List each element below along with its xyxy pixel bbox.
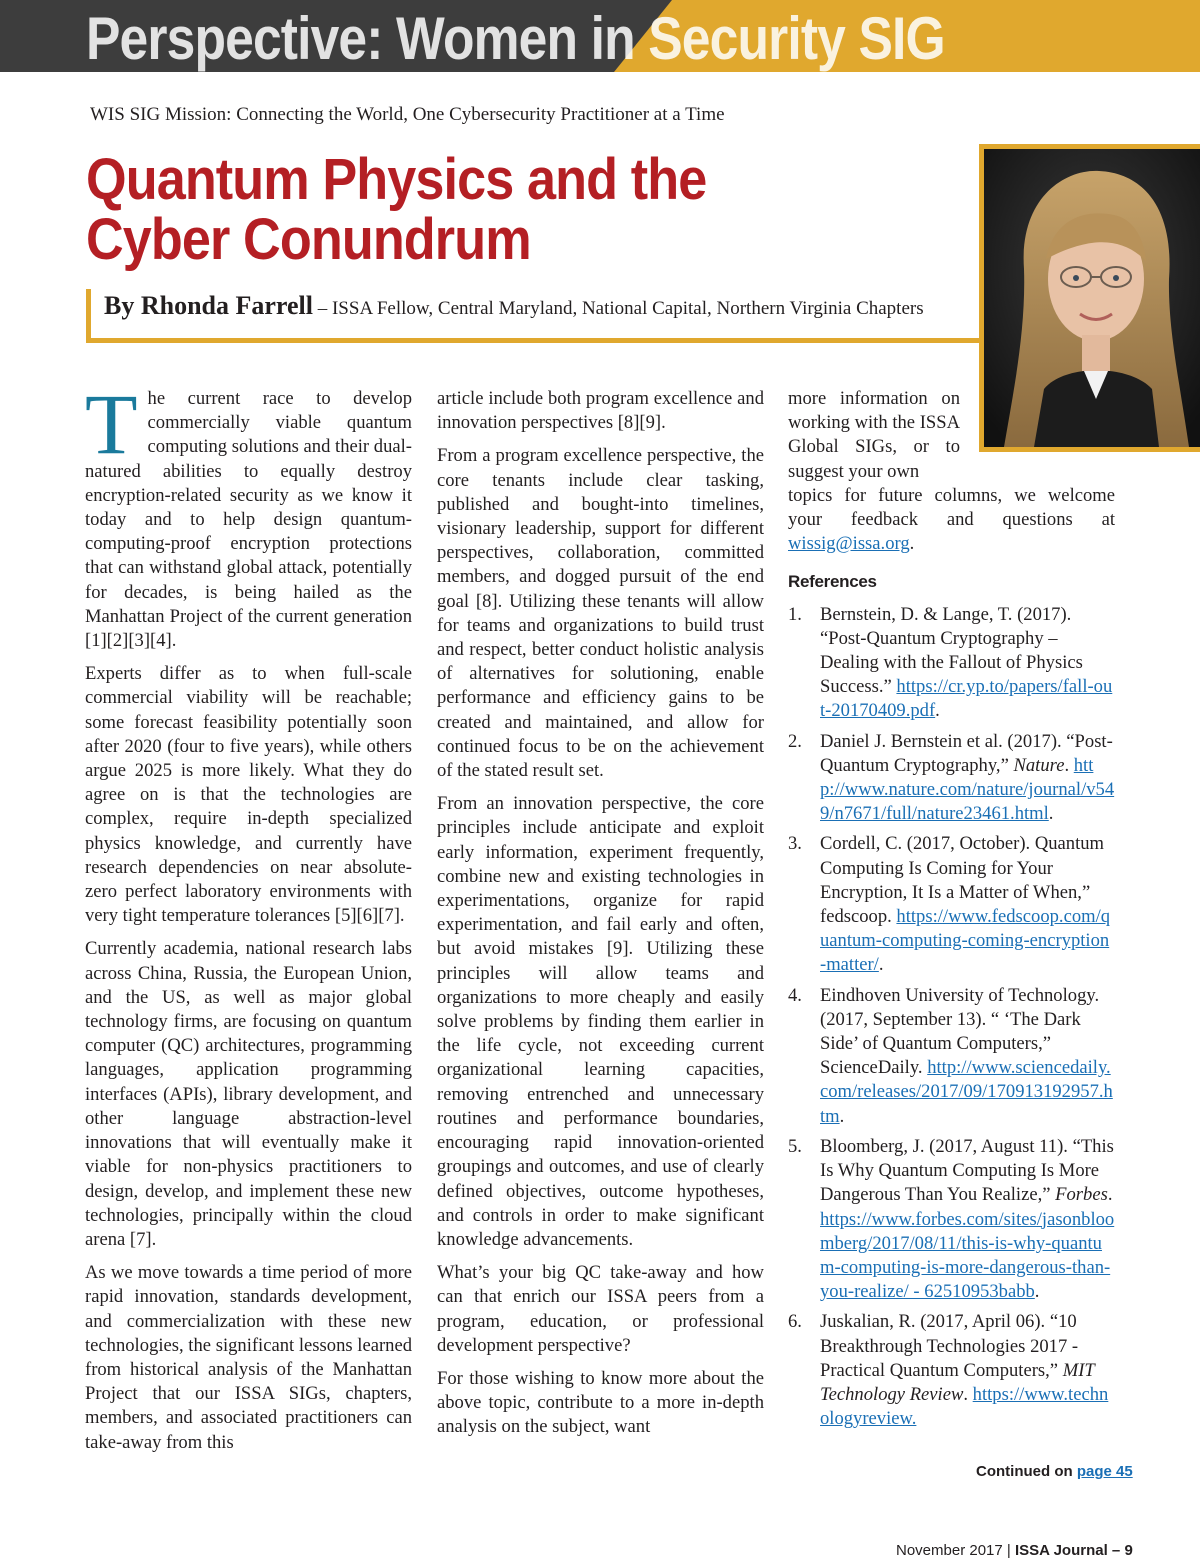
reference-publication: MIT Technology Review	[820, 1359, 1095, 1405]
byline-accent-bar	[86, 289, 91, 343]
reference-publication: Forbes	[1055, 1184, 1108, 1206]
author-name: By Rhonda Farrell	[104, 291, 313, 320]
paragraph-9: For those wishing to know more about the above topic, contribute to a more in-depth analysis on the subject, want	[437, 1367, 764, 1438]
paragraph-7: From an innovation perspective, the core principles include anticipate and exploit early information, experiment frequently, combine new and existing technologies in experimentations, organize for rapid experimentation, and fail early and often, but avoid mistakes [9]. Utilizing these principles will allow teams and organizations to more cheaply and easily solve problems by finding them earlier in the life cycle, not exceeding current organizational learning capacities, removing entrenched and unnecessary routines and performance boundaries, encouraging rapid innovation-oriented groupings and outcomes, and use of clearly defined objectives, outcome hypotheses, and controls in order to make significant knowledge advancements.	[437, 793, 764, 1250]
author-affiliation: – ISSA Fellow, Central Maryland, National Capital, Northern Virginia Chapters	[312, 298, 924, 319]
reference-publication: Nature	[1013, 754, 1065, 776]
closing-paragraph-end: topics for future columns, we welcome your feedback and questions at wissig@issa.org.	[788, 484, 1115, 555]
article-column-1	[85, 376, 412, 1464]
reference-text: Bloomberg, J. (2017, August 11). “This Is Why Quantum Computing Is More Dangerous Than You Realize,”	[820, 1135, 1114, 1206]
byline	[86, 289, 1006, 343]
paragraph-3: Currently academia, national research labs across China, Russia, the European Union, and the US, as well as major global technology firms, are focusing on quantum computer (QC) architectures, programming languages, application programming interfaces (APIs), library development, and other language abstraction-level innovations that will eventually make it viable for non-physics practitioners to design, develop, and implement these new technologies, principally within the cloud arena [7].	[85, 938, 412, 1250]
reference-item: 2. Daniel J. Bernstein et al. (2017). “Post-Quantum Cryptography,” Nature. http://www.nature.com/nature/journal/v549/n7671/full/nature23461.html.	[788, 730, 1115, 825]
reference-item: 3. Cordell, C. (2017, October). Quantum Computing Is Coming for Your Encryption, It Is a Matter of When,” fedscoop. https://www.fedscoop.com/quantum-computing-coming-encryption-matter/.	[788, 833, 1111, 976]
page-footer	[896, 1542, 1133, 1559]
paragraph-8: What’s your big QC take-away and how can that enrich our ISSA peers from a program, education, or professional development perspective?	[437, 1262, 764, 1356]
paragraph-4: As we move towards a time period of more rapid innovation, standards development, and commercialization with these new technologies, the significant lessons learned from historical analysis of the Manhattan Project that our ISSA SIGs, chapters, members, and associated practitioners can take-away from this	[85, 1262, 412, 1453]
paragraph-1: The current race to develop commercially viable quantum computing solutions and their dual-natured abilities to equally destroy encryption-related security as we know it today and to help design quantum-computing-proof encryption protections that can withstand global attack, potentially for decades, is being hailed as the Manhattan Project of the current generation [1][2][3][4].	[85, 376, 412, 652]
article-column-3	[788, 387, 1115, 1437]
reference-text: Daniel J. Bernstein et al. (2017). “Post-Quantum Cryptography,”	[820, 730, 1113, 776]
continued-page-link[interactable]: page 45	[1076, 1463, 1133, 1480]
article-column-2	[437, 387, 764, 1449]
references-heading: References	[788, 572, 877, 592]
footer-journal: ISSA Journal – 9	[1014, 1542, 1133, 1559]
reference-item: 5. Bloomberg, J. (2017, August 11). “This Is Why Quantum Computing Is More Dangerous Than You Realize,” Forbes. https://www.forbes.com/sites/jasonbloomberg/2017/08/11/this-is-why-quantum-computing-is-more-dangerous-than-you-realize/ - 62510953babb.	[788, 1135, 1115, 1303]
paragraph-2: Experts differ as to when full-scale commercial viability will be reachable; some forecast feasibility potentially soon after 2020 (four to five years), while others argue 2025 is more likely. What they do agree on is that the technologies are complex, require in-depth specialized physics knowledge, and currently have research dependencies on near absolute-zero perfect laboratory environments with very tight temperature tolerances [5][6][7].	[85, 663, 412, 927]
reference-link[interactable]: http://www.nature.com/nature/journal/v549/n7671/full/nature23461.html	[820, 754, 1115, 825]
reference-number: 3.	[788, 833, 802, 855]
reference-text: Cordell, C. (2017, October). Quantum Computing Is Coming for Your Encryption, It Is a Matter of When,” fedscoop.	[820, 833, 1105, 928]
references-list	[788, 603, 1115, 1432]
reference-number: 4.	[788, 984, 802, 1006]
header-banner	[0, 0, 1200, 72]
reference-text: Eindhoven University of Technology. (2017, September 13). “ ‘The Dark Side’ of Quantum Computers,” ScienceDaily.	[820, 984, 1100, 1079]
reference-link[interactable]: https://www.fedscoop.com/quantum-computing-coming-encryption-matter/	[820, 906, 1111, 976]
reference-number: 6.	[788, 1311, 802, 1333]
reference-link[interactable]: https://www.technologyreview.	[820, 1383, 1109, 1430]
reference-link[interactable]: https://cr.yp.to/papers/fall-out-20170409.pdf	[820, 676, 1113, 722]
drop-cap: T	[85, 376, 138, 472]
banner-title: Perspective: Women in Security SIG	[86, 5, 945, 72]
footer-date: November 2017 |	[896, 1542, 1015, 1559]
reference-number: 2.	[788, 730, 802, 752]
reference-punctuation: .	[1064, 754, 1074, 776]
reference-item: 1. Bernstein, D. & Lange, T. (2017). “Post-Quantum Cryptography – Dealing with the Fallout of Physics Success.” https://cr.yp.to/papers/fall-out-20170409.pdf.	[788, 603, 1113, 722]
paragraph-6: From a program excellence perspective, the core tenants include clear tasking, published and bought-into timelines, visionary leadership, support for different perspectives, collaboration, committed members, and dogged pursuit of the end goal [8]. Utilizing these tenants will allow for teams and organizations to build trust and respect, better conduct holistic analysis of alternatives for solutioning, enable performance and efficiency gains to be created and maintained, and allow for continued focus to be on the achievement of the stated result set.	[437, 445, 764, 782]
article-headline: Quantum Physics and the Cyber Conundrum	[86, 147, 707, 272]
email-link[interactable]: wissig@issa.org	[788, 533, 910, 555]
reference-punctuation: .	[963, 1383, 973, 1405]
continued-note: Continued on page 45	[976, 1463, 1133, 1480]
reference-text: Bernstein, D. & Lange, T. (2017). “Post-Quantum Cryptography – Dealing with the Fallout of Physics Success.”	[820, 603, 1083, 698]
paragraph-5: article include both program excellence and innovation perspectives [8][9].	[437, 388, 764, 434]
sig-mission: WIS SIG Mission: Connecting the World, One Cybersecurity Practitioner at a Time	[90, 104, 725, 125]
reference-item: 4. Eindhoven University of Technology. (2017, September 13). “ ‘The Dark Side’ of Quantum Computers,” ScienceDaily. http://www.sciencedaily.com/releases/2017/09/170913192957.htm.	[788, 984, 1113, 1127]
reference-number: 5.	[788, 1135, 802, 1157]
reference-number: 1.	[788, 603, 802, 625]
byline-rule	[86, 338, 986, 343]
closing-paragraph-start: more information on working with the ISSA Global SIGs, or to suggest your own	[788, 388, 960, 482]
reference-link[interactable]: http://www.sciencedaily.com/releases/2017/09/170913192957.htm	[820, 1057, 1113, 1127]
reference-item	[788, 1310, 1115, 1431]
reference-text: Juskalian, R. (2017, April 06). “10 Breakthrough Technologies 2017 - Practical Quantum Computers,”	[820, 1311, 1079, 1381]
reference-link[interactable]: https://www.forbes.com/sites/jasonbloomberg/2017/08/11/this-is-why-quantum-computing-is-more-dangerous-than-you-realize/ - 62510953babb	[820, 1208, 1115, 1303]
reference-punctuation: .	[1107, 1184, 1113, 1206]
